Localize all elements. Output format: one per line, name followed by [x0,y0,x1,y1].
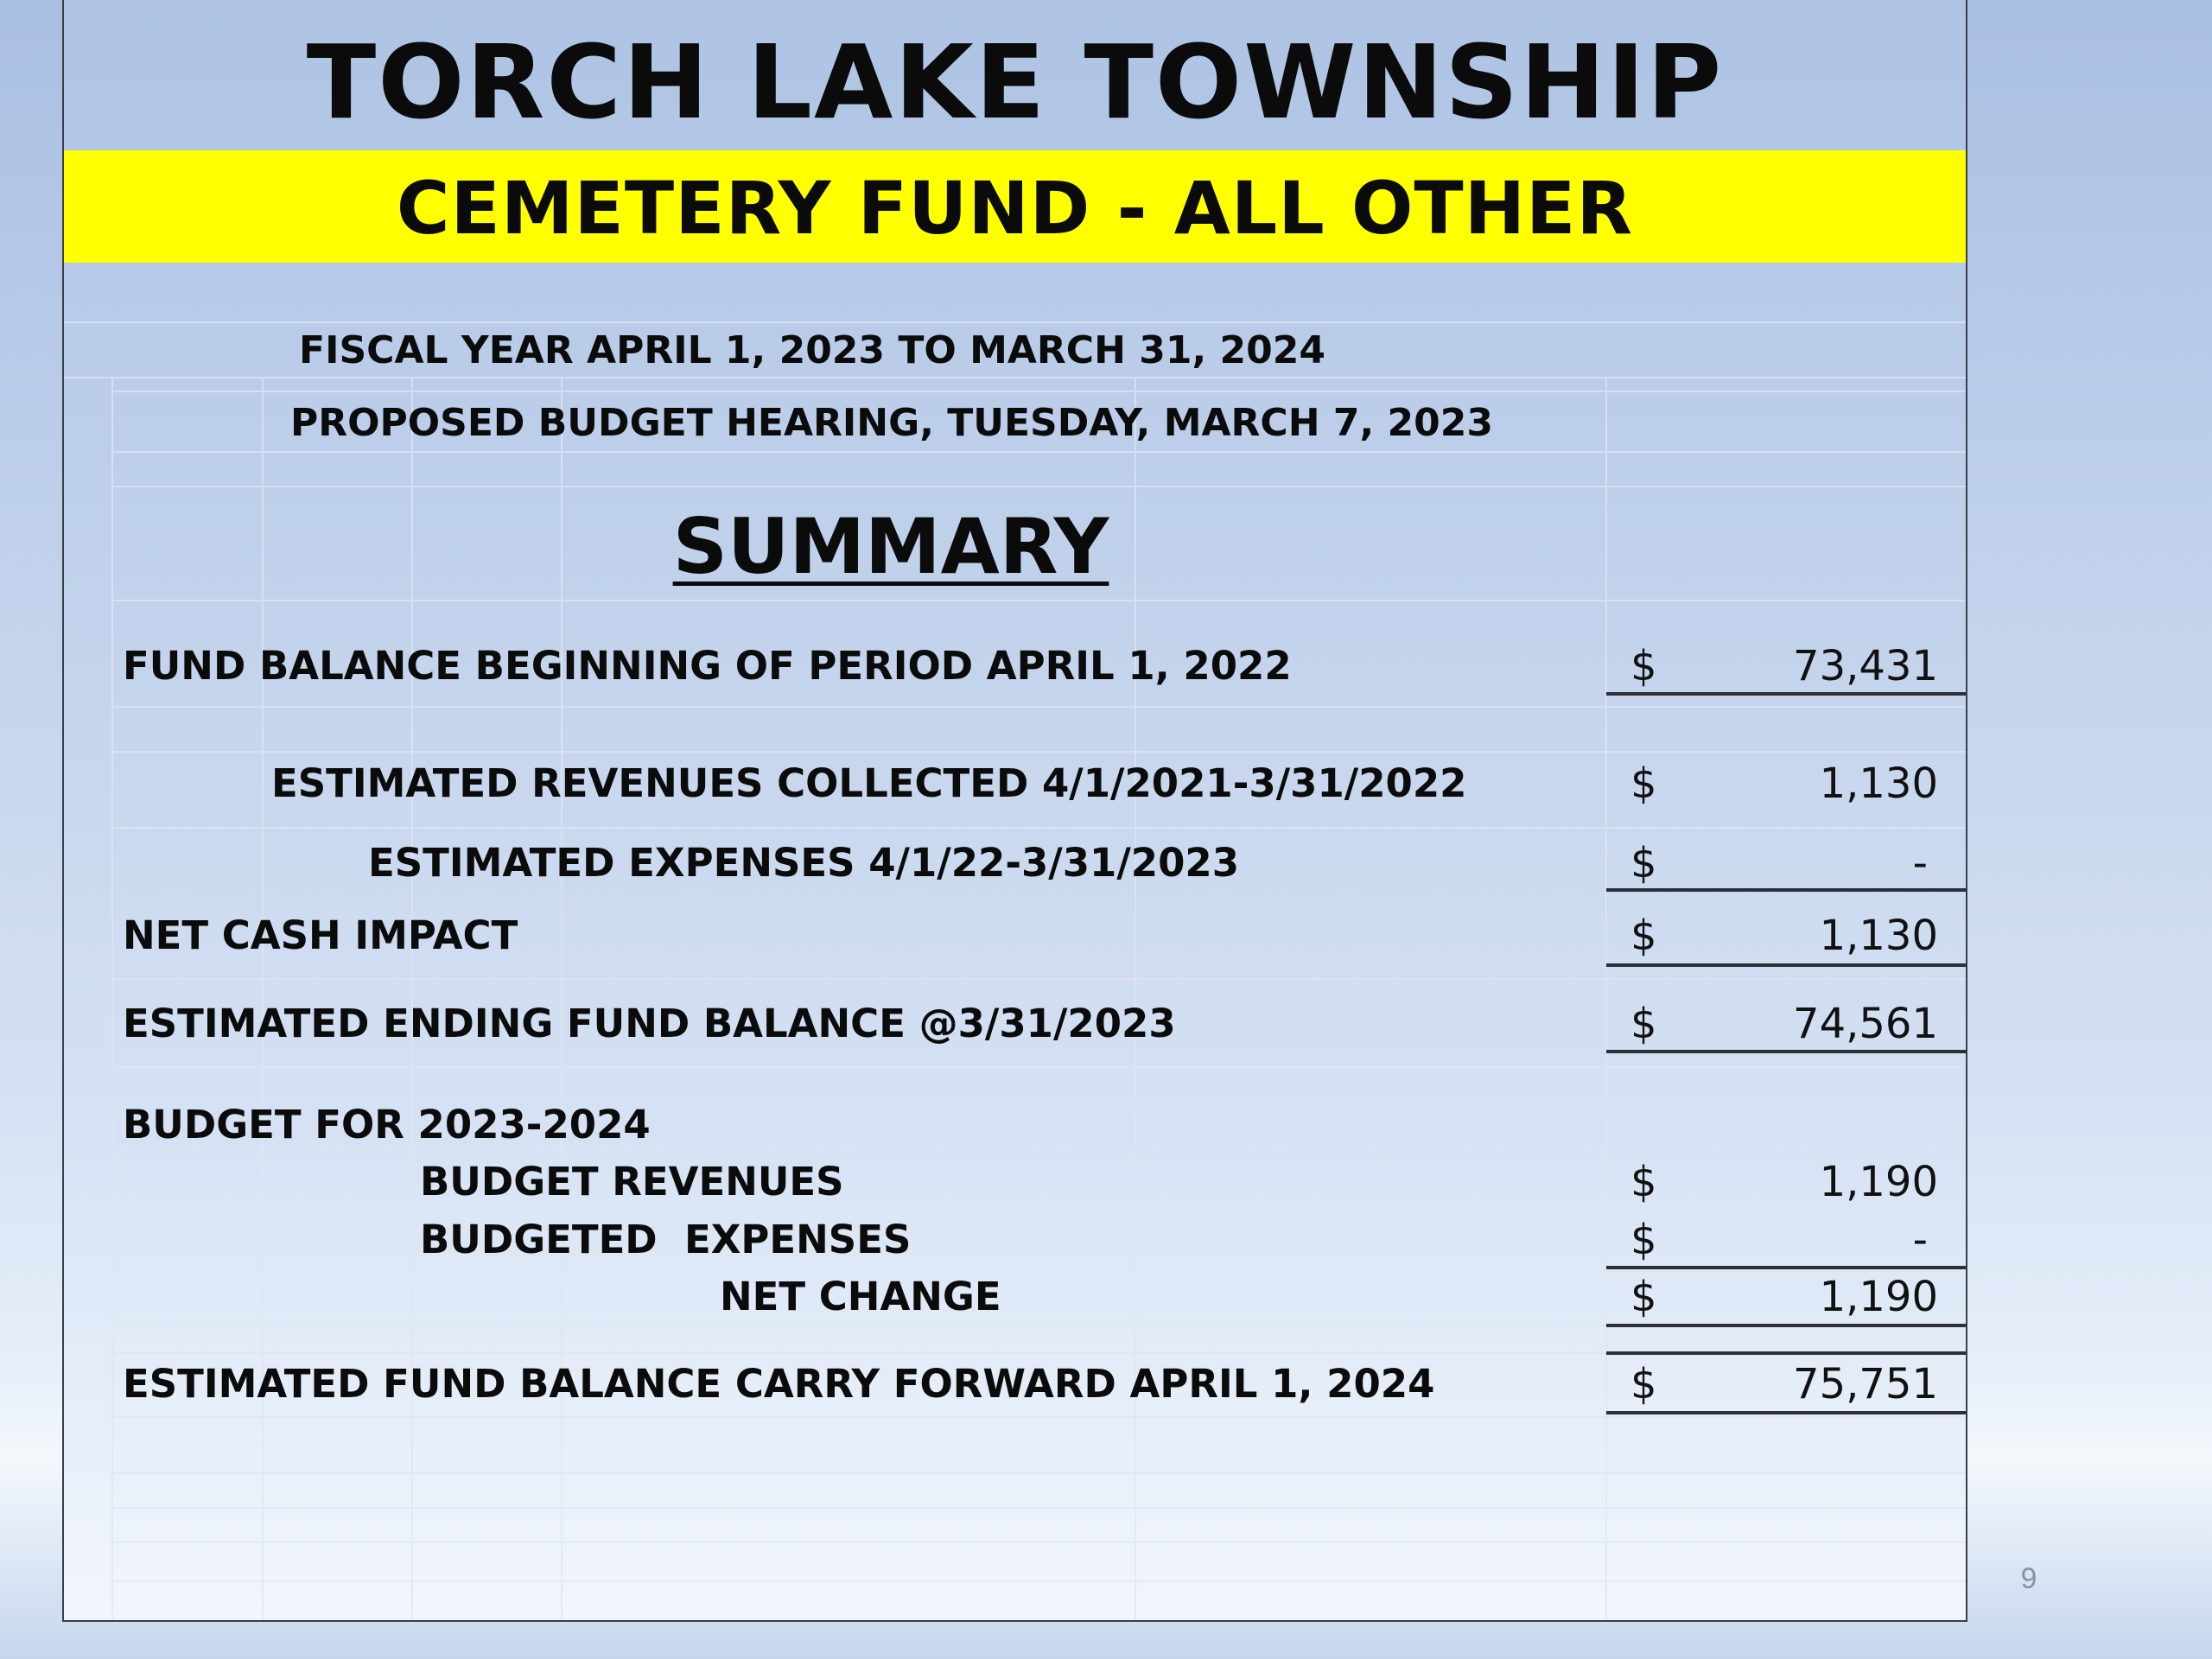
row-amount: 1,130 [1819,912,1938,960]
row-amount: 1,130 [1819,760,1938,808]
row-currency: $ [1630,1000,1657,1048]
row-currency: $ [1630,1273,1657,1321]
row-amount: 1,190 [1819,1273,1938,1321]
underline-rule [1606,692,1967,696]
row-currency: $ [1630,1360,1657,1408]
fiscal-year-line: FISCAL YEAR APRIL 1, 2023 TO MARCH 31, 2024 [299,328,1325,372]
underline-rule [1606,1351,1967,1355]
row-currency: $ [1630,1158,1657,1206]
page-number: 9 [2020,1562,2037,1595]
row-label: FUND BALANCE BEGINNING OF PERIOD APRIL 1, 2022 [123,643,1292,689]
row-amount: - [1912,1216,1928,1264]
fund-subtitle: CEMETERY FUND - ALL OTHER [396,166,1634,251]
row-label: ESTIMATED ENDING FUND BALANCE @3/31/2023 [123,1001,1176,1046]
row-amount: - [1912,839,1928,887]
row-amount: 74,561 [1793,1000,1938,1048]
underline-rule [1606,1266,1967,1269]
underline-rule [1606,888,1967,892]
row-label: ESTIMATED FUND BALANCE CARRY FORWARD APRIL 1, 2024 [123,1361,1435,1407]
underline-rule [1606,963,1967,967]
row-amount: 73,431 [1793,642,1938,690]
hearing-line: PROPOSED BUDGET HEARING, TUESDAY, MARCH 7, 2023 [290,401,1493,445]
section-label: BUDGET FOR 2023-2024 [123,1102,651,1147]
row-currency: $ [1630,1216,1657,1264]
township-title: TORCH LAKE TOWNSHIP [306,22,1724,142]
row-label: ESTIMATED REVENUES COLLECTED 4/1/2021-3/31/2022 [271,760,1467,806]
row-label: NET CHANGE [720,1274,1001,1319]
row-currency: $ [1630,839,1657,887]
row-label: BUDGETED EXPENSES [420,1217,912,1262]
row-label: NET CASH IMPACT [123,912,518,958]
row-currency: $ [1630,760,1657,808]
row-label: BUDGET REVENUES [420,1159,844,1205]
underline-rule [1606,1324,1967,1327]
row-currency: $ [1630,642,1657,690]
underline-rule [1606,1411,1967,1414]
summary-heading: SUMMARY [672,502,1109,591]
row-currency: $ [1630,912,1657,960]
row-amount: 75,751 [1793,1360,1938,1408]
underline-rule [1606,1050,1967,1053]
spreadsheet-slide [62,0,1967,1622]
row-amount: 1,190 [1819,1158,1938,1206]
row-label: ESTIMATED EXPENSES 4/1/22-3/31/2023 [368,840,1240,886]
